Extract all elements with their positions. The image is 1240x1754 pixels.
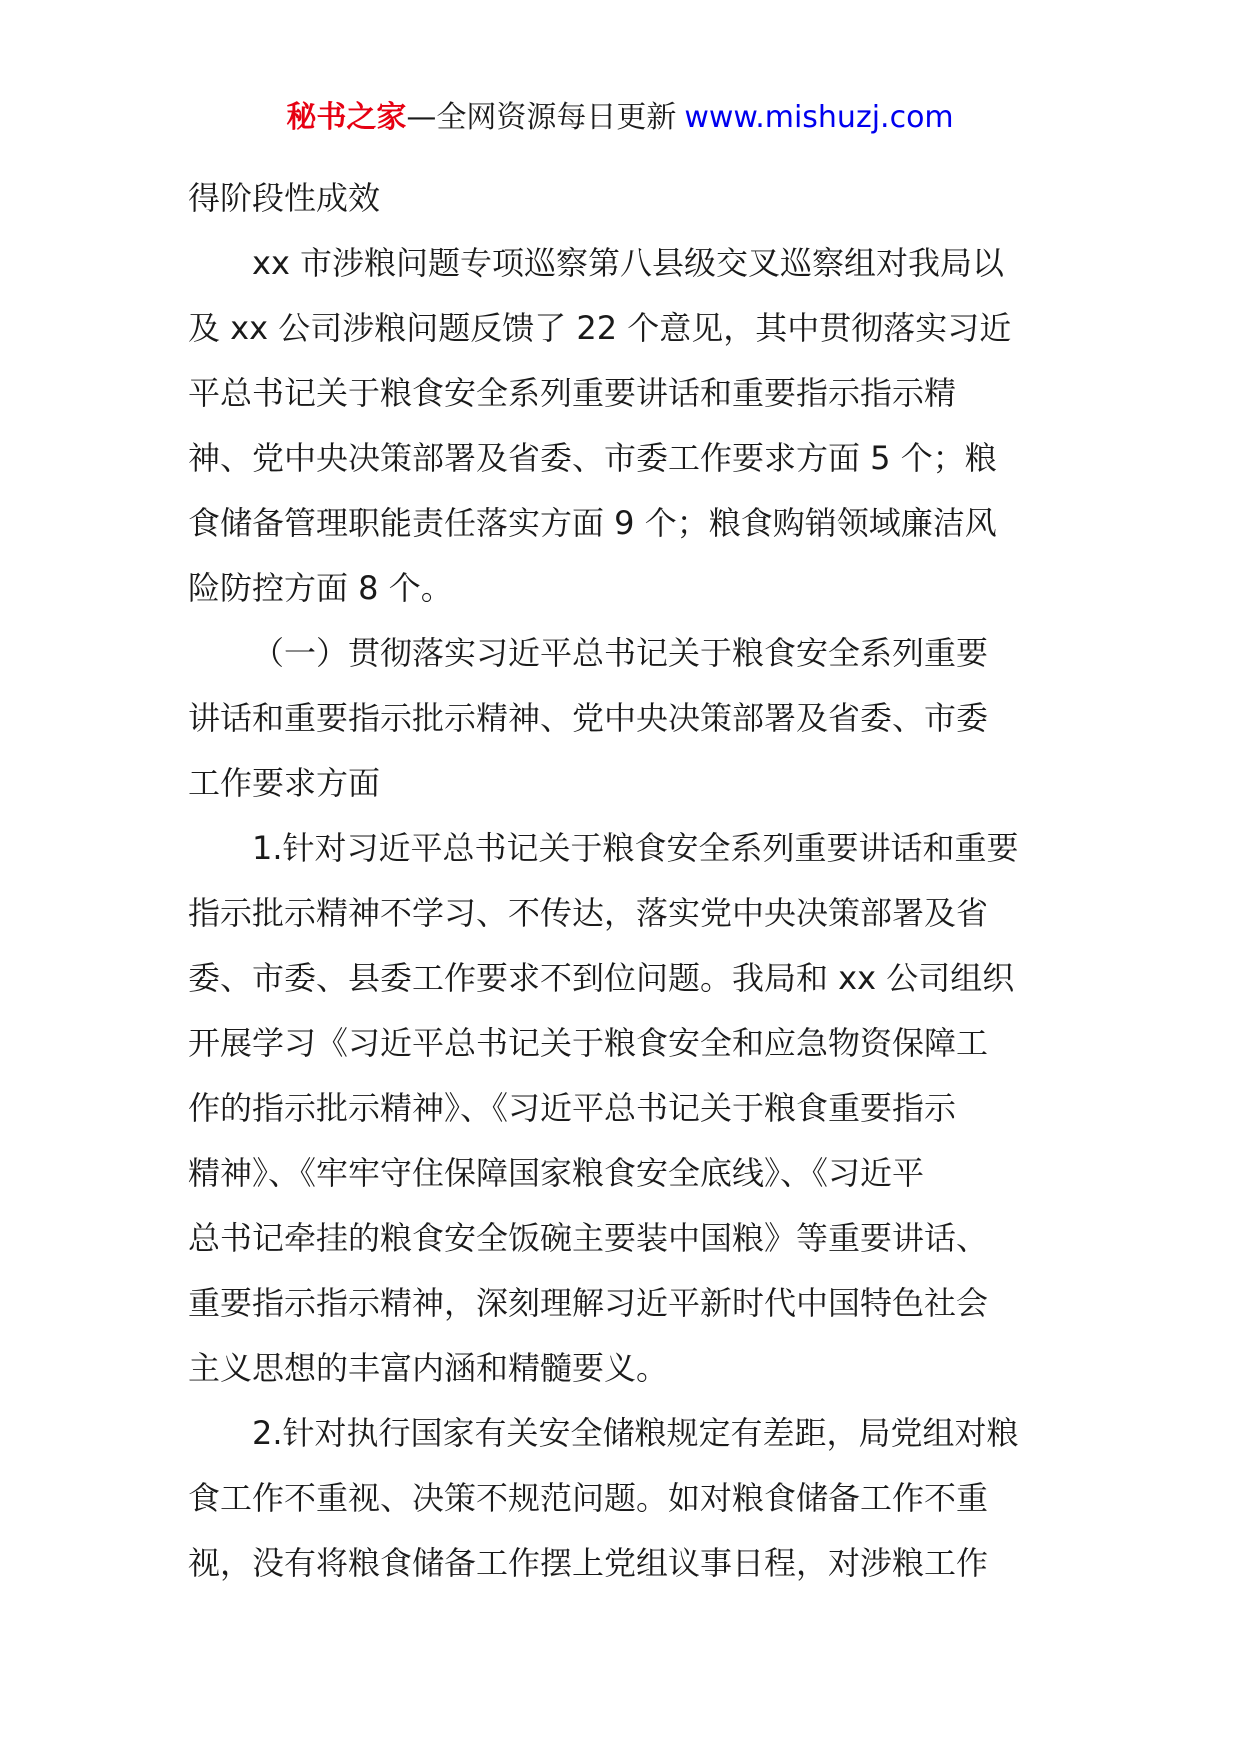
body-line: 作的指示批示精神》、《习近平总书记关于粮食重要指示 xyxy=(188,1089,957,1127)
body-line: 委、市委、县委工作要求不到位问题。我局和 xx 公司组织 xyxy=(188,959,1015,997)
body-line: 总书记牵挂的粮食安全饭碗主要装中国粮》等重要讲话、 xyxy=(188,1219,989,1257)
body-line: 1.针对习近平总书记关于粮食安全系列重要讲话和重要 xyxy=(252,829,1019,867)
body-line: xx 市涉粮问题专项巡察第八县级交叉巡察组对我局以 xyxy=(252,244,1005,282)
body-line: 险防控方面 8 个。 xyxy=(188,569,453,607)
body-line: 视，没有将粮食储备工作摆上党组议事日程，对涉粮工作 xyxy=(188,1544,989,1582)
body-line: 及 xx 公司涉粮问题反馈了 22 个意见，其中贯彻落实习近 xyxy=(188,309,1012,347)
body-line: 食储备管理职能责任落实方面 9 个；粮食购销领域廉洁风 xyxy=(188,504,997,542)
body-line: 开展学习《习近平总书记关于粮食安全和应急物资保障工 xyxy=(188,1024,989,1062)
body-line: 指示批示精神不学习、不传达，落实党中央决策部署及省 xyxy=(188,894,989,932)
body-line: 精神》、《牢牢守住保障国家粮食安全底线》、《习近平 xyxy=(188,1154,925,1192)
body-line: 重要指示指示精神，深刻理解习近平新时代中国特色社会 xyxy=(188,1284,989,1322)
body-line: 神、党中央决策部署及省委、市委工作要求方面 5 个；粮 xyxy=(188,439,997,477)
document-body xyxy=(188,166,1058,1596)
body-line: 得阶段性成效 xyxy=(188,179,381,217)
body-line: 主义思想的丰富内涵和精髓要义。 xyxy=(188,1349,669,1387)
header-tagline: —全网资源每日更新 xyxy=(406,100,677,135)
section-heading-line: 工作要求方面 xyxy=(188,764,381,802)
section-heading-line: （一）贯彻落实习近平总书记关于粮食安全系列重要 xyxy=(252,634,989,672)
section-heading-line: 讲话和重要指示批示精神、党中央决策部署及省委、市委 xyxy=(188,699,989,737)
site-header xyxy=(0,98,1240,138)
body-line: 食工作不重视、决策不规范问题。如对粮食储备工作不重 xyxy=(188,1479,989,1517)
body-line: 平总书记关于粮食安全系列重要讲话和重要指示指示精 xyxy=(188,374,957,412)
site-url-link[interactable]: www.mishuzj.com xyxy=(684,100,954,135)
brand-name: 秘书之家 xyxy=(286,100,407,135)
body-line: 2.针对执行国家有关安全储粮规定有差距，局党组对粮 xyxy=(252,1414,1019,1452)
